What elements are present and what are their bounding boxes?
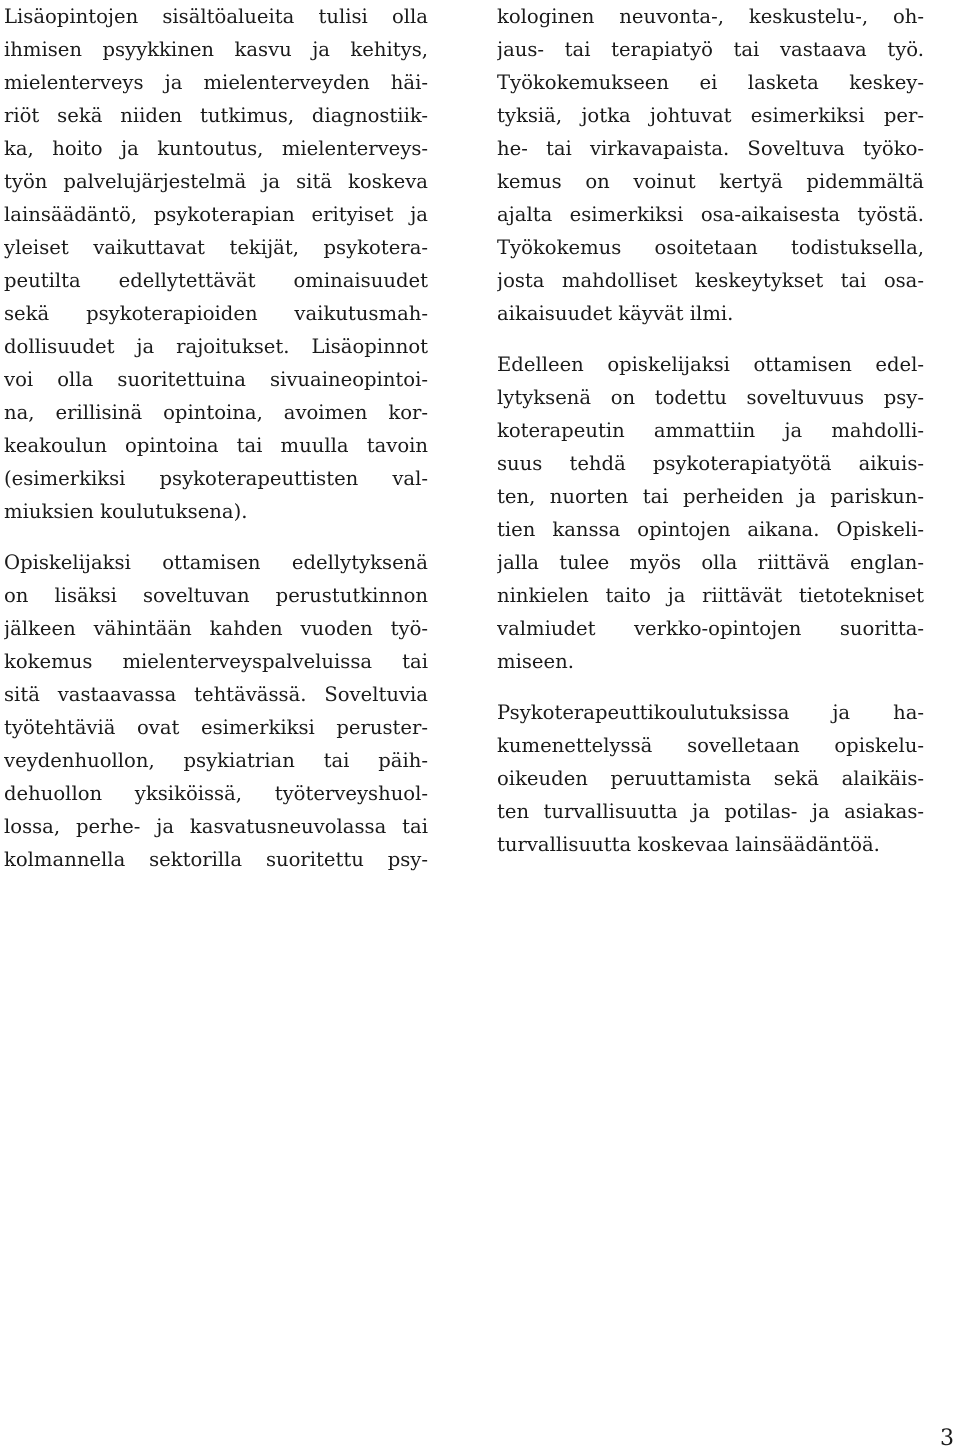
text-line: dehuollon yksiköissä, työterveyshuol- — [4, 782, 428, 805]
text-line: kolmannella sektorilla suoritettu psy- — [4, 848, 428, 871]
text-line: keakoulun opintoina tai muulla tavoin — [4, 434, 428, 457]
text-line: Lisäopintojen sisältöalueita tulisi olla — [4, 5, 428, 28]
text-line: kokemus mielenterveyspalveluissa tai — [4, 650, 428, 673]
text-line: kumenettelyssä sovelletaan opiskelu- — [497, 734, 924, 757]
text-line: oikeuden peruuttamista sekä alaikäis- — [497, 767, 924, 790]
text-line: tien kanssa opintojen aikana. Opiskeli- — [497, 518, 924, 541]
paragraph-left-2 — [4, 546, 428, 876]
text-line: työn palvelujärjestelmä ja sitä koskeva — [4, 170, 428, 193]
text-line: kologinen neuvonta-, keskustelu-, oh- — [497, 5, 924, 28]
paragraph-right-2 — [497, 348, 924, 678]
text-line: jälkeen vähintään kahden vuoden työ- — [4, 617, 428, 640]
text-line: miseen. — [497, 650, 574, 673]
text-line: lytyksenä on todettu soveltuvuus psy- — [497, 386, 924, 409]
text-line: riöt sekä niiden tutkimus, diagnostiik- — [4, 104, 428, 127]
text-line: yleiset vaikuttavat tekijät, psykotera- — [4, 236, 428, 259]
text-line: ten turvallisuutta ja potilas- ja asiakas- — [497, 800, 924, 823]
text-line: ajalta esimerkiksi osa-aikaisesta työstä. — [497, 203, 924, 226]
text-line: josta mahdolliset keskeytykset tai osa- — [497, 269, 924, 292]
text-line: koterapeutin ammattiin ja mahdolli- — [497, 419, 924, 442]
paragraph-spacer — [497, 330, 924, 348]
text-line: suus tehdä psykoterapiatyötä aikuis- — [497, 452, 924, 475]
text-line: sekä psykoterapioiden vaikutusmah- — [4, 302, 428, 325]
text-line: sitä vastaavassa tehtävässä. Soveltuvia — [4, 683, 428, 706]
text-line: kemus on voinut kertyä pidemmältä — [497, 170, 924, 193]
page-number: 3 — [940, 1426, 954, 1451]
text-line: Psykoterapeuttikoulutuksissa ja ha- — [497, 701, 924, 724]
text-line: ihmisen psyykkinen kasvu ja kehitys, — [4, 38, 428, 61]
text-line: ninkielen taito ja riittävät tietotekniset — [497, 584, 924, 607]
text-line: Työkokemukseen ei lasketa keskey- — [497, 71, 924, 94]
paragraph-left-1 — [4, 0, 428, 528]
text-line: voi olla suoritettuina sivuaineopintoi- — [4, 368, 428, 391]
text-line: Opiskelijaksi ottamisen edellytyksenä — [4, 551, 428, 574]
paragraph-spacer — [4, 528, 428, 546]
text-line: Edelleen opiskelijaksi ottamisen edel- — [497, 353, 924, 376]
text-line: na, erillisinä opintoina, avoimen kor- — [4, 401, 428, 424]
text-line: lossa, perhe- ja kasvatusneuvolassa tai — [4, 815, 428, 838]
text-line: Työkokemus osoitetaan todistuksella, — [497, 236, 924, 259]
text-line: jaus- tai terapiatyö tai vastaava työ. — [497, 38, 924, 61]
text-line: valmiudet verkko-opintojen suoritta- — [497, 617, 924, 640]
paragraph-spacer — [497, 678, 924, 696]
text-line: aikaisuudet käyvät ilmi. — [497, 302, 734, 325]
text-line: lainsäädäntö, psykoterapian erityiset ja — [4, 203, 428, 226]
text-line: dollisuudet ja rajoitukset. Lisäopinnot — [4, 335, 428, 358]
text-line: on lisäksi soveltuvan perustutkinnon — [4, 584, 428, 607]
left-column — [4, 0, 428, 876]
text-line: tyksiä, jotka johtuvat esimerkiksi per- — [497, 104, 924, 127]
text-line: he- tai virkavapaista. Soveltuva työko- — [497, 137, 924, 160]
text-line: mielenterveys ja mielenterveyden häi- — [4, 71, 428, 94]
text-line: miuksien koulutuksena). — [4, 500, 248, 523]
text-line: työtehtäviä ovat esimerkiksi peruster- — [4, 716, 428, 739]
text-line: ka, hoito ja kuntoutus, mielenterveys- — [4, 137, 428, 160]
paragraph-right-3 — [497, 696, 924, 861]
text-line: jalla tulee myös olla riittävä englan- — [497, 551, 924, 574]
right-column — [497, 0, 924, 861]
paragraph-right-1 — [497, 0, 924, 330]
text-line: peutilta edellytettävät ominaisuudet — [4, 269, 428, 292]
text-line: (esimerkiksi psykoterapeuttisten val- — [4, 467, 428, 490]
text-line: turvallisuutta koskevaa lainsäädäntöä. — [497, 833, 880, 856]
text-line: veydenhuollon, psykiatrian tai päih- — [4, 749, 428, 772]
text-line: ten, nuorten tai perheiden ja pariskun- — [497, 485, 924, 508]
